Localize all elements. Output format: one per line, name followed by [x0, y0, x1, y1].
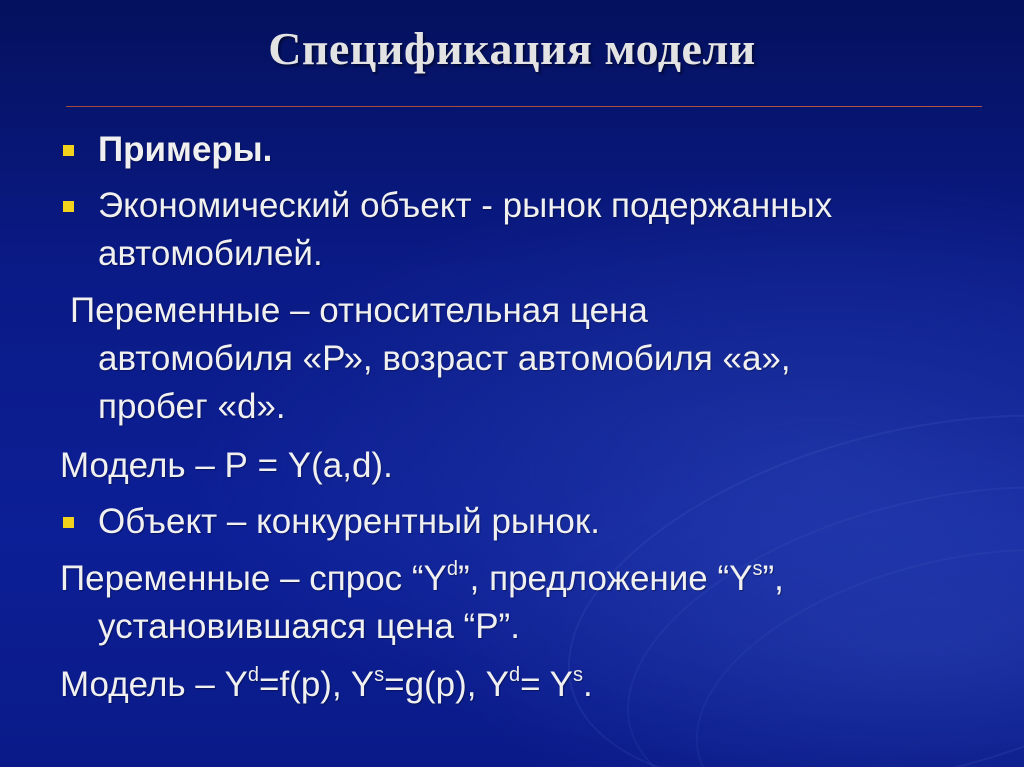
variables-line-1: Переменные – относительная цена — [70, 291, 648, 330]
square-bullet-icon — [63, 145, 74, 156]
object-line-3: Объект – конкурентный рынок. — [98, 502, 600, 541]
title-divider — [66, 106, 982, 107]
variables-line-4: Переменные – спрос “$Y^d$”, предложение “$Y^s$”, — [60, 558, 784, 598]
variables-line-5: установившаяся цена “Р”. — [98, 607, 520, 646]
slide-title: Спецификация модели — [268, 23, 756, 74]
model-line-1: Модель – Р = Y(a,d). — [60, 446, 393, 485]
object-line-1: Экономический объект - рынок подержанных — [98, 186, 833, 225]
square-bullet-icon — [63, 201, 74, 212]
variables-line-2: автомобиля «Р», возраст автомобиля «а», — [98, 339, 791, 378]
object-line-2: автомобилей. — [98, 234, 323, 273]
model-line-2: Модель – $Y^d=f(p)$, $Y^s=g(p)$, $Y^d= Y^s$. — [60, 664, 593, 704]
bullet-examples: Примеры. — [98, 130, 273, 169]
square-bullet-icon — [63, 517, 74, 528]
variables-line-3: пробег «d». — [98, 387, 286, 426]
